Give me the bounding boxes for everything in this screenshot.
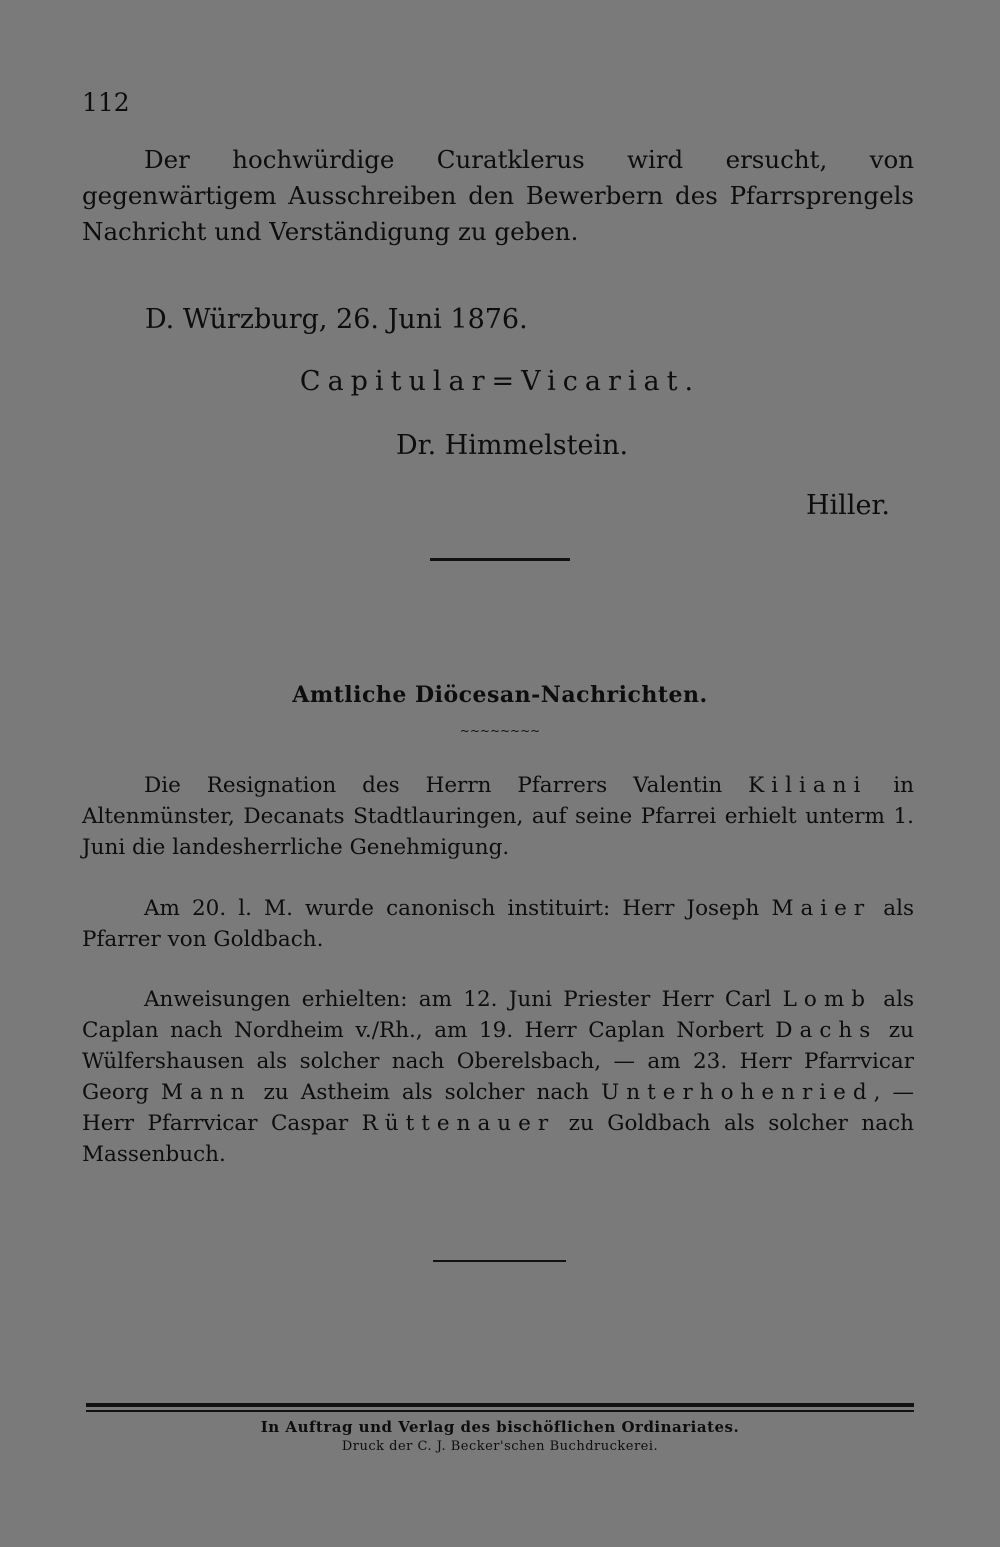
section-divider [430, 558, 570, 561]
paragraph-institution: Am 20. l. M. wurde canonisch instituirt: Herr Joseph Maier als Pfarrer von Goldbach. [82, 896, 914, 952]
office-name: Capitular=Vicariat. [299, 366, 701, 397]
name-ruettenauer: Rüttenauer [361, 1111, 556, 1136]
name-dachs: Dachs [775, 1018, 878, 1043]
place-unterhohenried: Unterhohenried [601, 1080, 874, 1105]
name-kiliani: Kiliani [748, 773, 868, 798]
name-maier: Maier [771, 896, 872, 921]
footer-rule [86, 1403, 914, 1407]
section-heading: Amtliche Diöcesan-Nachrichten. [292, 682, 708, 708]
footer-publisher: In Auftrag und Verlag des bischöflichen Ordinariates. [260, 1418, 740, 1436]
wavy-ornament: ~~~~~~~~ [459, 724, 541, 738]
footer-printer: Druck der C. J. Becker'schen Buchdruckerei. [341, 1439, 659, 1454]
paragraph-appointments: Anweisungen erhielten: am 12. Juni Priester Herr Carl Lomb als Caplan nach Nordheim v./Rh., am 19. Herr Caplan Norbert Dachs zu Wülfershausen als solcher nach Oberelsbach, — am 23. Herr Pfarrvicar Georg Mann zu Astheim als solcher nach Unterhohenried, — Herr Pfarrvicar Caspar Rüttenauer zu Goldbach als solcher nach Massenbuch. [82, 987, 915, 1167]
name-mann: Mann [160, 1080, 252, 1105]
intro-paragraph [82, 142, 914, 250]
page-number: 112 [82, 88, 130, 117]
name-lomb: Lomb [782, 987, 872, 1012]
end-divider [433, 1260, 566, 1262]
footer-rule-thin [86, 1410, 914, 1412]
date-line: D. Würzburg, 26. Juni 1876. [145, 304, 528, 335]
paragraph-resignation: Die Resignation des Herrn Pfarrers Valentin Kiliani in Altenmünster, Decanats Stadtlauringen, auf seine Pfarrei erhielt unterm 1. Juni die landesherrliche Genehmigung. [82, 773, 915, 860]
signer-hiller: Hiller. [806, 490, 890, 521]
signer-himmelstein: Dr. Himmelstein. [396, 430, 629, 461]
intro-text: Der hochwürdige Curatklerus wird ersucht, von gegenwärtigem Ausschreiben den Bewerbern des Pfarrsprengels Nachricht und Verständigung zu geben. [82, 145, 914, 246]
